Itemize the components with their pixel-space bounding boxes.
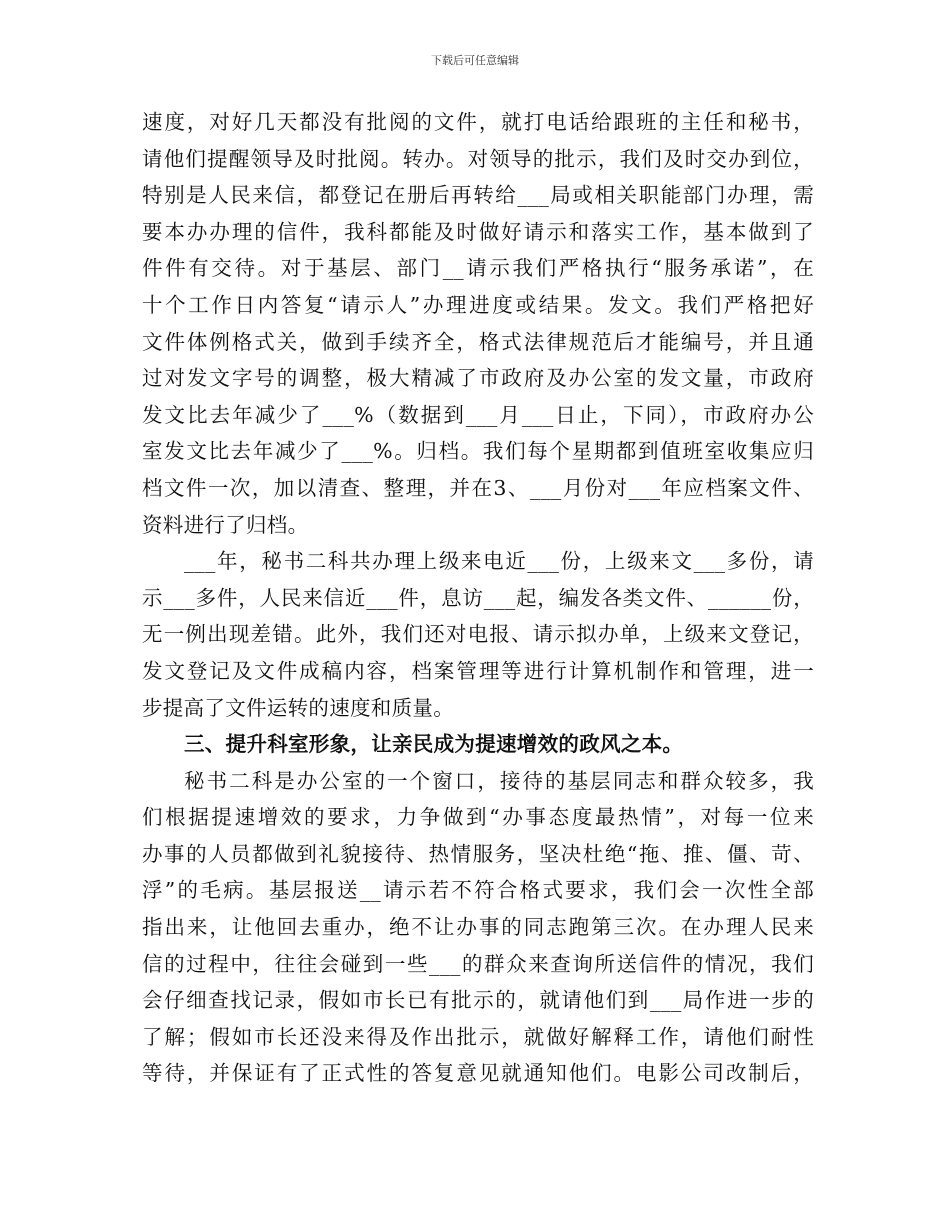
- paragraph-line: 请他们提醒领导及时批阅。转办。对领导的批示，我们及时交办到位，: [142, 146, 814, 171]
- paragraph-line: 办事的人员都做到礼貌接待、热情服务，坚决杜绝“拖、推、僵、苛、: [142, 841, 814, 866]
- paragraph-line: ___年，秘书二科共办理上级来电近___份，上级来文___多份，请: [184, 549, 814, 574]
- paragraph-line: 示___多件，人民来信近___件，息访___起，编发各类文件、______份，: [142, 585, 814, 610]
- paragraph-line: 信的过程中，往往会碰到一些___的群众来查询所送信件的情况，我们: [142, 951, 814, 976]
- paragraph-line: 要本办办理的信件，我科都能及时做好请示和落实工作，基本做到了: [142, 219, 814, 244]
- paragraph-line: 资料进行了归档。: [142, 512, 309, 537]
- paragraph-line: 室发文比去年减少了___%。归档。我们每个星期都到值班室收集应归: [142, 439, 814, 464]
- paragraph-line: 发文登记及文件成稿内容，档案管理等进行计算机制作和管理，进一: [142, 658, 814, 683]
- paragraph-line: 等待，并保证有了正式性的答复意见就通知他们。电影公司改制后，: [142, 1061, 814, 1086]
- paragraph-line: 档文件一次，加以清查、整理，并在3、___月份对___年应档案文件、: [142, 475, 814, 500]
- paragraph-line: 步提高了文件运转的速度和质量。: [142, 695, 454, 720]
- paragraph-line: 秘书二科是办公室的一个窗口，接待的基层同志和群众较多，我: [184, 768, 814, 793]
- page-header-note: 下载后可任意编辑: [431, 54, 519, 67]
- paragraph-line: 文件体例格式关，做到手续齐全，格式法律规范后才能编号，并且通: [142, 329, 814, 354]
- section-heading: 三、提升科室形象，让亲民成为提速增效的政风之本。: [184, 732, 684, 757]
- paragraph-line: 会仔细查找记录，假如市长已有批示的，就请他们到___局作进一步的: [142, 988, 814, 1013]
- paragraph-line: 速度，对好几天都没有批阅的文件，就打电话给跟班的主任和秘书，: [142, 110, 814, 134]
- document-body: [142, 104, 814, 1092]
- paragraph-line: 们根据提速增效的要求，力争做到“办事态度最热情”，对每一位来: [142, 805, 814, 830]
- paragraph-line: 过对发文字号的调整，极大精减了市政府及办公室的发文量，市政府: [142, 366, 814, 391]
- paragraph-line: 件件有交待。对于基层、部门__请示我们严格执行“服务承诺”，在: [142, 256, 814, 281]
- paragraph-line: 无一例出现差错。此外，我们还对电报、请示拟办单，上级来文登记，: [142, 622, 814, 647]
- paragraph-line: 特别是人民来信，都登记在册后再转给___局或相关职能部门办理，需: [142, 183, 814, 208]
- paragraph-line: 了解；假如市长还没来得及作出批示，就做好解释工作，请他们耐性: [142, 1024, 814, 1049]
- paragraph-line: 指出来，让他回去重办，绝不让办事的同志跑第三次。在办理人民来: [142, 915, 814, 940]
- paragraph-line: 发文比去年减少了___%（数据到___月___日止，下同），市政府办公: [142, 402, 814, 427]
- paragraph-line: 十个工作日内答复“请示人”办理进度或结果。发文。我们严格把好: [142, 292, 814, 317]
- paragraph-line: 浮”的毛病。基层报送__请示若不符合格式要求，我们会一次性全部: [142, 878, 814, 903]
